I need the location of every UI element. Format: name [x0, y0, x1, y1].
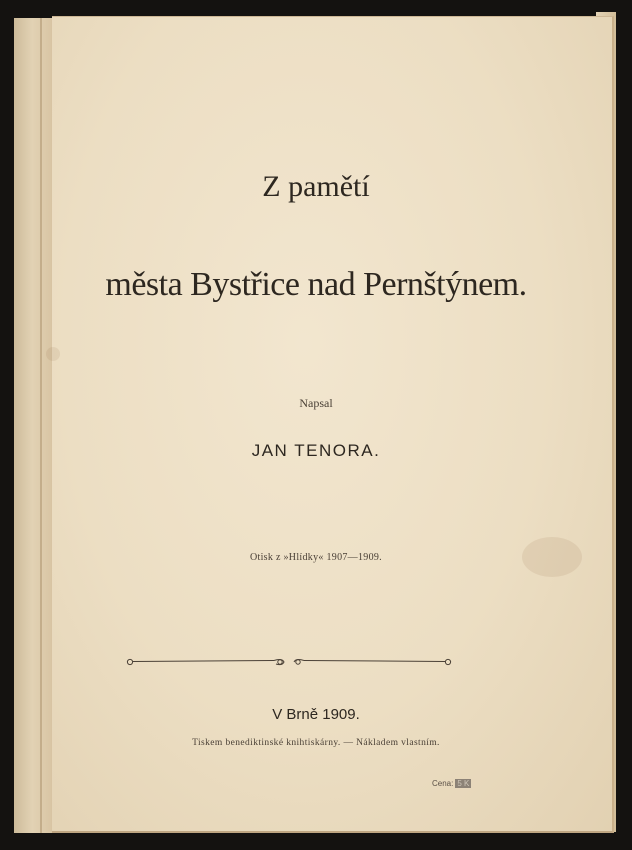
price-label: Cena:: [432, 779, 454, 788]
title-line-1: Z pamětí: [262, 170, 370, 203]
price-value: 5 K: [457, 779, 470, 788]
paper-stain: [46, 347, 60, 361]
imprint-line: Tiskem benediktinské knihtiskárny. — Nákladem vlastním.: [192, 738, 440, 748]
place-and-year: V Brně 1909.: [272, 706, 360, 723]
byline-label: Napsal: [299, 396, 333, 410]
title-line-2: města Bystřice nad Pernštýnem.: [105, 266, 527, 303]
author-name: JAN TENORA.: [251, 441, 381, 460]
offprint-note: Otisk z »Hlídky« 1907—1909.: [250, 552, 382, 563]
price-stamp: [432, 779, 471, 788]
ornamental-rule: [124, 650, 454, 674]
